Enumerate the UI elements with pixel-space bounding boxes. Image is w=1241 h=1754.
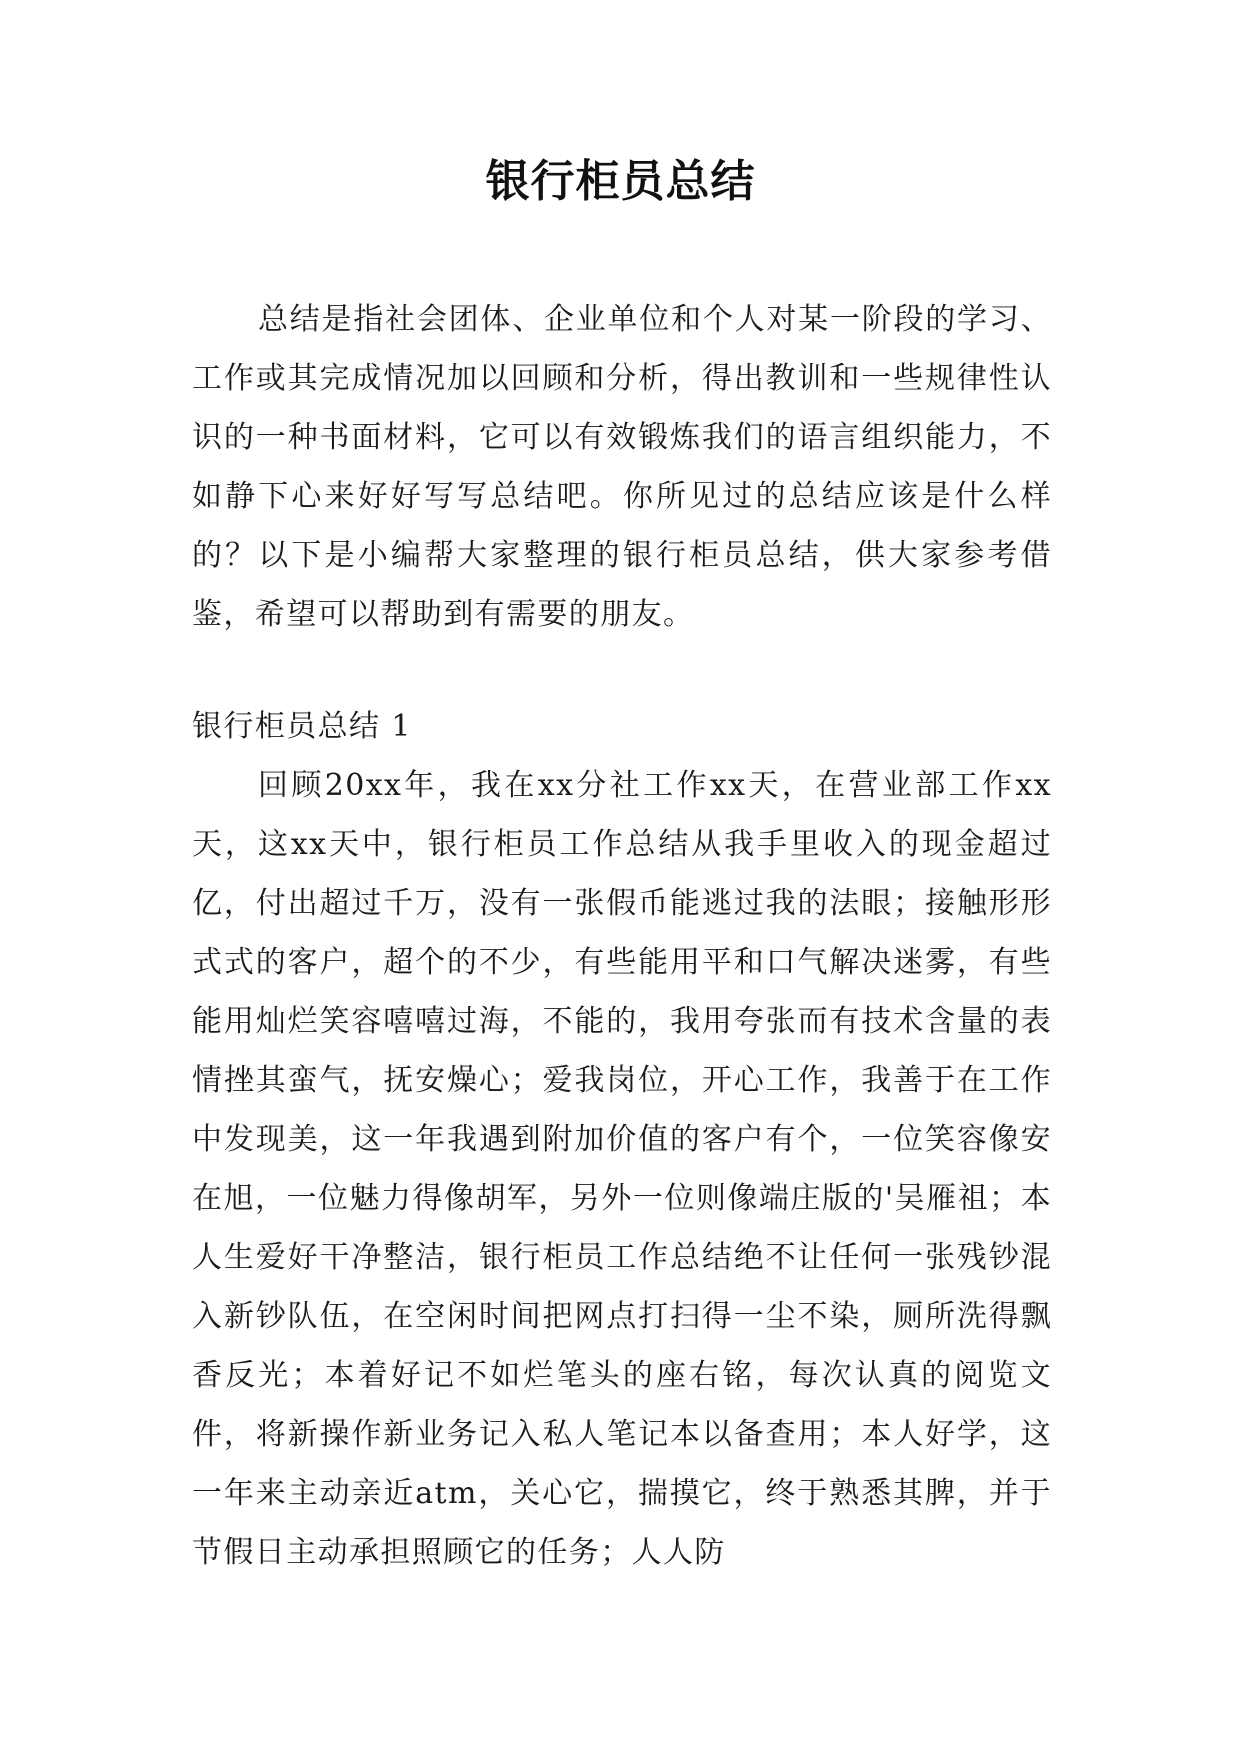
- document-title: 银行柜员总结: [485, 156, 756, 207]
- section-body-block: [192, 756, 1052, 1582]
- section-heading: 银行柜员总结 1: [192, 709, 412, 744]
- section-paragraph: 回顾20xx年，我在xx分社工作xx天，在营业部工作xx天，这xx天中，银行柜员工作总结从我手里收入的现金超过亿，付出超过千万，没有一张假币能逃过我的法眼；接触形形式式的客户，超个的不少，有些能用平和口气解决迷雾，有些能用灿烂笑容嘻嘻过海，不能的，我用夸张而有技术含量的表情挫其蛮气，抚安燥心；爱我岗位，开心工作，我善于在工作中发现美，这一年我遇到附加价值的客户有个，一位笑容像安在旭，一位魅力得像胡军，另外一位则像端庄版的'吴雁祖；本人生爱好干净整洁，银行柜员工作总结绝不让任何一张残钞混入新钞队伍，在空闲时间把网点打扫得一尘不染，厕所洗得飘香反光；本着好记不如烂笔头的座右铭，每次认真的阅览文件，将新操作新业务记入私人笔记本以备查用；本人好学，这一年来主动亲近atm，关心它，揣摸它，终于熟悉其脾，并于节假日主动承担照顾它的任务；人人防: [192, 768, 1052, 1570]
- intro-paragraph: 总结是指社会团体、企业单位和个人对某一阶段的学习、工作或其完成情况加以回顾和分析，得出教训和一些规律性认识的一种书面材料，它可以有效锻炼我们的语言组织能力，不如静下心来好好写写总结吧。你所见过的总结应该是什么样的？以下是小编帮大家整理的银行柜员总结，供大家参考借鉴，希望可以帮助到有需要的朋友。: [192, 302, 1052, 632]
- intro-block: [192, 290, 1052, 644]
